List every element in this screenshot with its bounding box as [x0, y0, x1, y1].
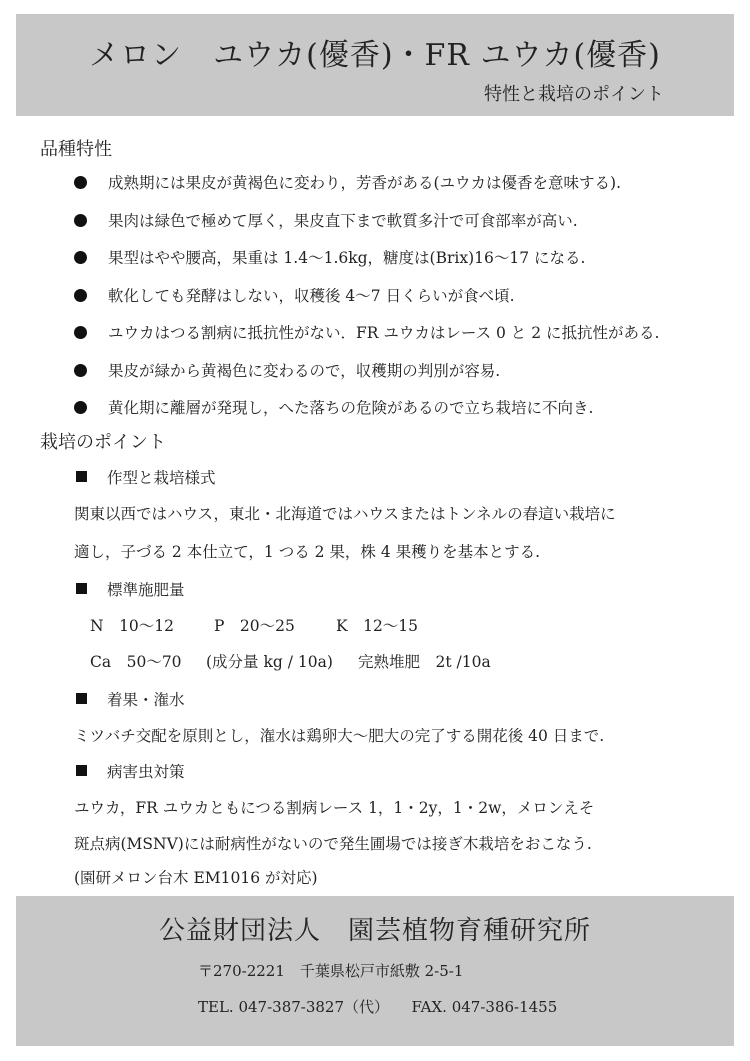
- fertilizer-n: N 10～12: [90, 617, 175, 635]
- list-item: 軟化しても発酵はしない，収穫後 4～7 日くらいが食べ頃.: [74, 283, 659, 321]
- pollination-line: ミツバチ交配を原則とし，潅水は鶏卵大～肥大の完了する開花後 40 日まで.: [74, 727, 605, 745]
- footer-banner: [16, 896, 734, 1046]
- address: 〒270-2221 千葉県松戸市紙敷 2-5-1: [198, 962, 464, 980]
- cultivation-heading: 栽培のポイント: [40, 432, 166, 453]
- telephone: TEL. 047-387-3827（代）: [198, 998, 382, 1016]
- list-item: 果肉は緑色で極めて厚く，果皮直下まで軟質多汁で可食部率が高い.: [74, 208, 659, 246]
- list-item: 黄化期に離層が発現し，へた落ちの危険があるので立ち栽培に不向き.: [74, 395, 659, 433]
- bullet-icon: [74, 289, 87, 302]
- variety-heading: 品種特性: [40, 139, 112, 160]
- fertilizer-p: P 20～25: [214, 617, 295, 635]
- fertilizer-unit: (成分量 kg / 10a): [206, 653, 333, 671]
- bullet-icon: [74, 251, 87, 264]
- bullet-icon: [74, 364, 87, 377]
- fax: FAX. 047-386-1455: [411, 998, 558, 1016]
- bullet-icon: [74, 176, 87, 189]
- list-item: ユウカはつる割病に抵抗性がない．FR ユウカはレース 0 と 2 に抵抗性がある.: [74, 320, 659, 358]
- page-subtitle: 特性と栽培のポイント: [484, 84, 664, 105]
- pest-line-1: ユウカ，FR ユウカともにつる割病レース 1，1・2y，1・2w，メロンえそ: [74, 799, 595, 817]
- bullet-icon: [74, 401, 87, 414]
- square-bullet-icon: [76, 693, 87, 704]
- square-bullet-icon: [76, 471, 87, 482]
- fertilizer-k: K 12～15: [336, 617, 419, 635]
- bullet-icon: [74, 326, 87, 339]
- pest-line-3: (園研メロン台木 EM1016 が対応): [74, 869, 318, 887]
- pest-line-2: 斑点病(MSNV)には耐病性がないので発生圃場では接ぎ木栽培をおこなう.: [74, 835, 592, 853]
- page-title: メロン ユウカ(優香)・FR ユウカ(優香): [89, 38, 661, 73]
- bullet-icon: [74, 214, 87, 227]
- header-banner: [16, 14, 734, 116]
- variety-list: [74, 170, 659, 433]
- contact-line: [198, 996, 557, 1017]
- fertilizer-heading: 標準施肥量: [76, 578, 185, 600]
- list-item: 果型はやや腰高，果重は 1.4～1.6kg，糖度は(Brix)16～17 になる.: [74, 245, 659, 283]
- list-item: 果皮が緑から黄褐色に変わるので，収穫期の判別が容易.: [74, 358, 659, 396]
- square-bullet-icon: [76, 765, 87, 776]
- square-bullet-icon: [76, 583, 87, 594]
- cropping-line-2: 適し，子づる 2 本仕立て，1 つる 2 果，株 4 果穫りを基本とする.: [74, 543, 541, 561]
- fertilizer-ca: Ca 50～70: [90, 653, 182, 671]
- cropping-heading: 作型と栽培様式: [76, 466, 216, 488]
- pest-heading: 病害虫対策: [76, 760, 185, 782]
- organization-name: 公益財団法人 園芸植物育種研究所: [158, 916, 591, 946]
- list-item: 成熟期には果皮が黄褐色に変わり，芳香がある(ユウカは優香を意味する).: [74, 170, 659, 208]
- cropping-line-1: 関東以西ではハウス，東北・北海道ではハウスまたはトンネルの春這い栽培に: [74, 505, 616, 523]
- fertilizer-compost: 完熟堆肥 2t /10a: [358, 653, 491, 671]
- pollination-heading: 着果・潅水: [76, 688, 185, 710]
